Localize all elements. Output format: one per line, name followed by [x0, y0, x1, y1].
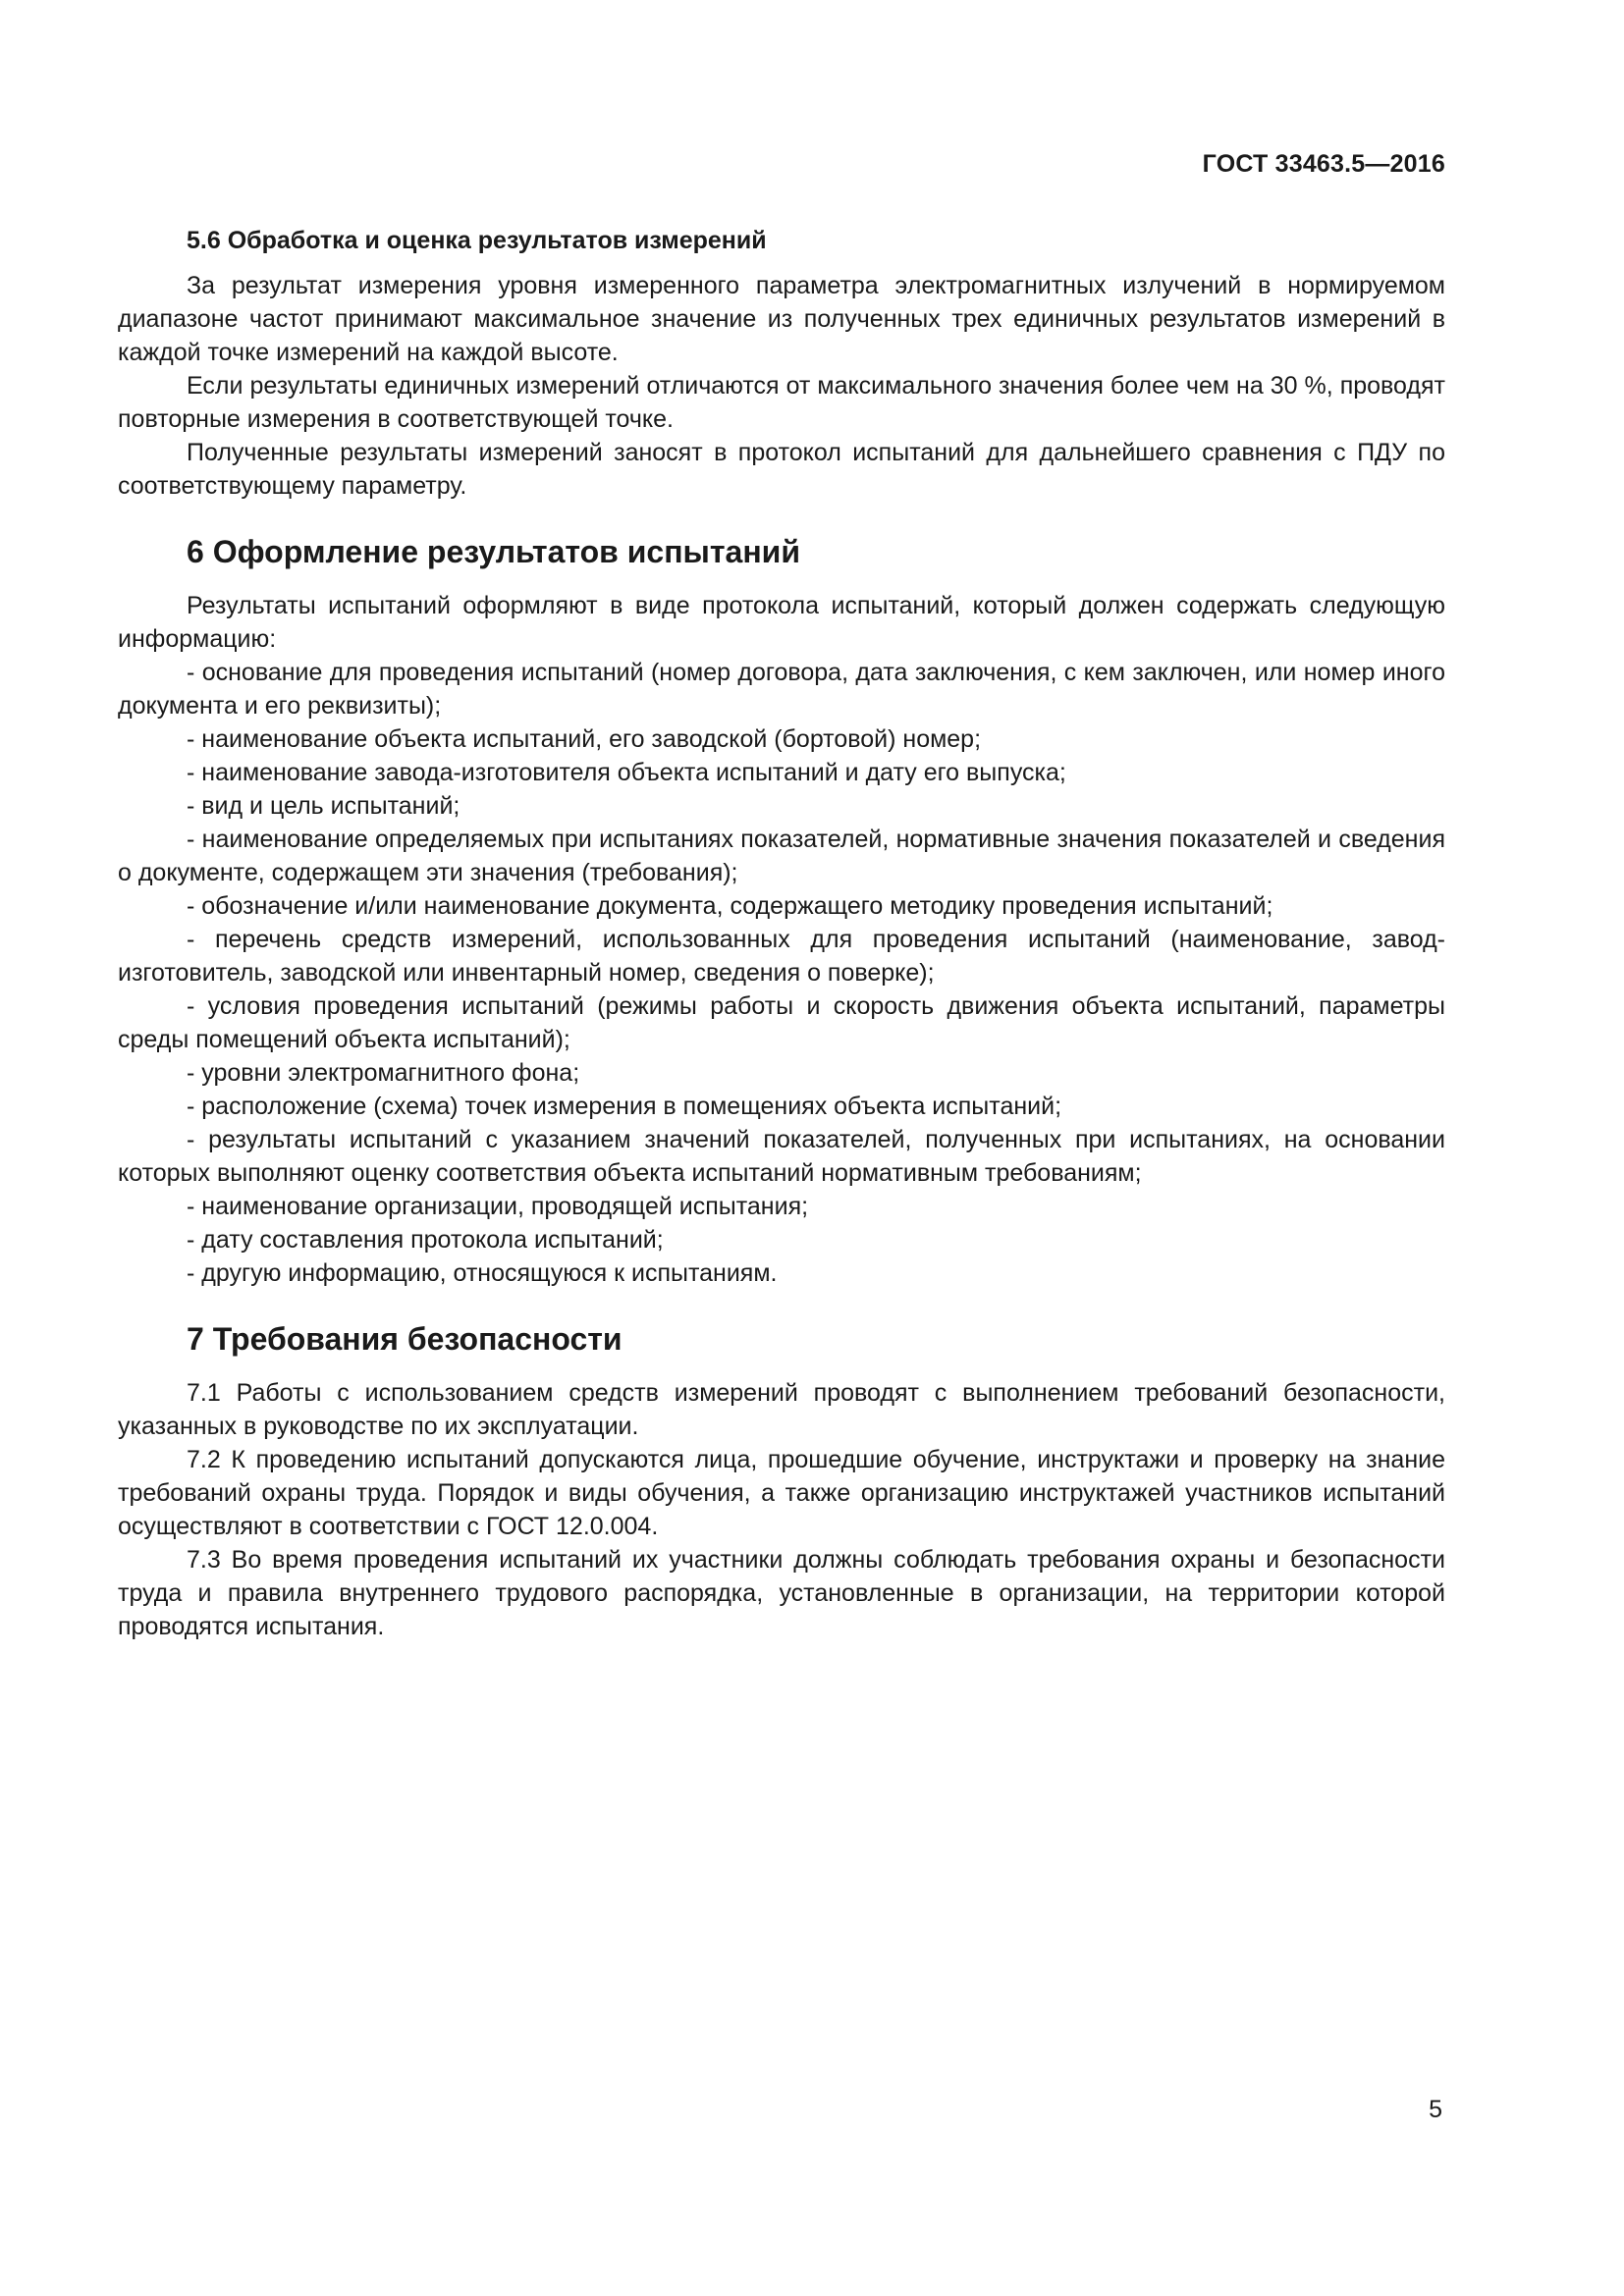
list-item: - уровни электромагнитного фона;: [187, 1059, 580, 1087]
list-item: - другую информацию, относящуюся к испытаниям.: [187, 1259, 778, 1287]
list-item: - условия проведения испытаний (режимы работы и скорость движения объекта испытаний, параметры среды помещений объекта испытаний);: [118, 992, 1445, 1053]
document-code-header: ГОСТ 33463.5—2016: [1202, 150, 1445, 178]
list-item: - наименование определяемых при испытаниях показателей, нормативные значения показателей и сведения о документе, содержащем эти значения (требования);: [118, 826, 1445, 886]
paragraph: Полученные результаты измерений заносят в протокол испытаний для дальнейшего сравнения с ПДУ по соответствующему параметру.: [118, 439, 1445, 500]
list-item: - результаты испытаний с указанием значений показателей, полученных при испытаниях, на основании которых выполняют оценку соответствия объекта испытаний нормативным требованиям;: [118, 1126, 1445, 1187]
section-heading-6: 6 Оформление результатов испытаний: [187, 534, 800, 569]
list-item: - наименование завода-изготовителя объекта испытаний и дату его выпуска;: [187, 759, 1066, 786]
list-item: - вид и цель испытаний;: [187, 792, 460, 820]
paragraph: Результаты испытаний оформляют в виде протокола испытаний, который должен содержать следующую информацию:: [118, 592, 1445, 653]
page-number: 5: [1429, 2096, 1442, 2123]
list-item: - дату составления протокола испытаний;: [187, 1226, 664, 1254]
list-item: - перечень средств измерений, использованных для проведения испытаний (наименование, завод-изготовитель, заводской или инвентарный номер, сведения о поверке);: [118, 926, 1445, 987]
paragraph: 7.2 К проведению испытаний допускаются лица, прошедшие обучение, инструктажи и проверку на знание требований охраны труда. Порядок и виды обучения, а также организацию инструктажей участников испытаний осуществляют в соответствии с ГОСТ 12.0.004.: [118, 1446, 1445, 1540]
subsection-heading-5-6: 5.6 Обработка и оценка результатов измерений: [187, 227, 767, 254]
paragraph: 7.1 Работы с использованием средств измерений проводят с выполнением требований безопасности, указанных в руководстве по их эксплуатации.: [118, 1379, 1445, 1440]
list-item: - наименование организации, проводящей испытания;: [187, 1193, 809, 1220]
paragraph: 7.3 Во время проведения испытаний их участники должны соблюдать требования охраны и безопасности труда и правила внутреннего трудового распорядка, установленные в организации, на территории которой проводятся испытания.: [118, 1546, 1445, 1640]
list-item: - основание для проведения испытаний (номер договора, дата заключения, с кем заключен, или номер иного документа и его реквизиты);: [118, 659, 1445, 720]
list-item: - обозначение и/или наименование документа, содержащего методику проведения испытаний;: [187, 892, 1273, 920]
page-content: [118, 224, 1445, 1643]
list-item: - расположение (схема) точек измерения в помещениях объекта испытаний;: [187, 1093, 1062, 1120]
list-item: - наименование объекта испытаний, его заводской (бортовой) номер;: [187, 725, 982, 753]
paragraph: Если результаты единичных измерений отличаются от максимального значения более чем на 30 %, проводят повторные измерения в соответствующей точке.: [118, 372, 1445, 433]
section-heading-7: 7 Требования безопасности: [187, 1321, 623, 1357]
paragraph: За результат измерения уровня измеренного параметра электромагнитных излучений в нормируемом диапазоне частот принимают максимальное значение из полученных трех единичных результатов измерений в каждой точке измерений на каждой высоте.: [118, 272, 1445, 366]
